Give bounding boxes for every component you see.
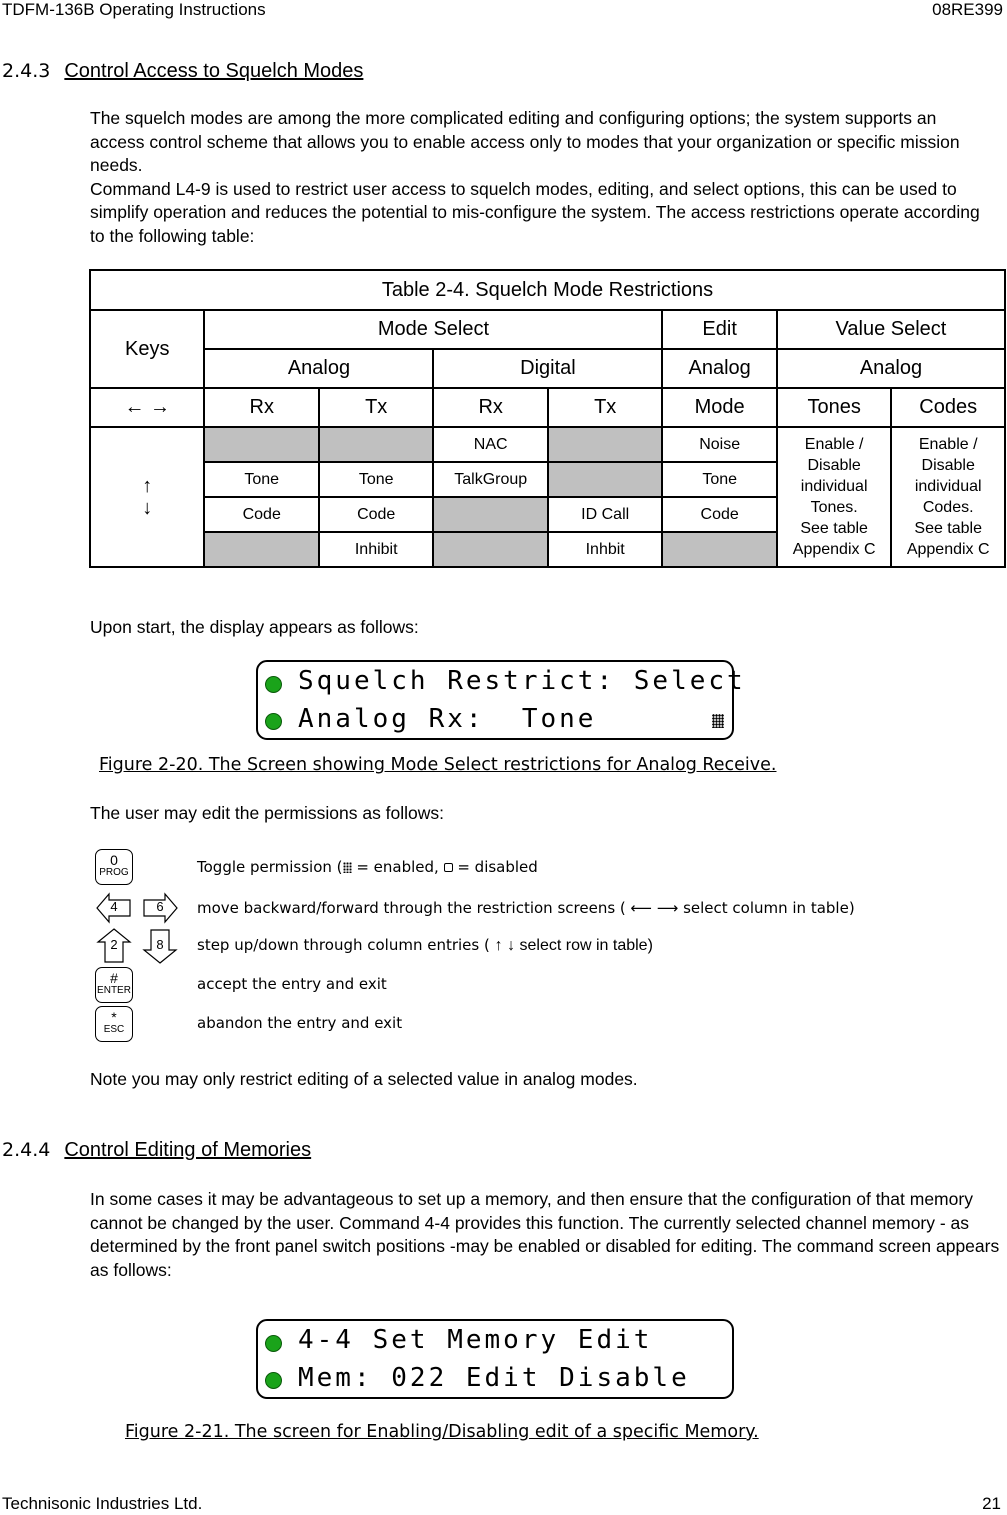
figure-caption-2-20: Figure 2-20. The Screen showing Mode Select restrictions for Analog Receive. [99,755,777,775]
lcd-line-2: Analog Rx: Tone [298,704,597,734]
cell-code: Code [662,497,776,532]
header-edit: Edit [662,310,776,349]
lcd-line-1: Squelch Restrict: Select [298,666,746,696]
memories-paragraph: In some cases it may be advantageous to set up a memory, and then ensure that the configuration of that memory cannot be changed by the user. Command 4-4 provides this function. The currently selected channel memory - as determined by the front panel switch positions -may be enabled or disabled for editing. The command screen appears as follows: [90,1189,1000,1280]
tones-note-line: Disable [807,457,861,474]
up-down-arrows [90,427,204,567]
down-arrow: ↓ [142,497,153,519]
esc-key-icon [95,1006,133,1042]
doc-header-title: TDFM-136B Operating Instructions [2,0,266,19]
header-mode-select: Mode Select [204,310,662,349]
intro-paragraph-1: The squelch modes are among the more complicated editing and configuring options; the system supports an access control scheme that allows you to enable access only to modes that your organization or specific mission needs. [90,108,960,175]
header-value-analog: Analog [777,349,1005,388]
doc-header-id: 08RE399 [932,0,1003,19]
lcd-line-2: Mem: 022 Edit Disable [298,1363,690,1393]
led-indicator-icon [265,1335,282,1352]
page-number: 21 [982,1494,1001,1513]
led-indicator-icon [265,1372,282,1389]
lcd-line-1: 4-4 Set Memory Edit [298,1325,653,1355]
led-indicator-icon [265,676,282,693]
disabled-block-icon [444,863,453,872]
left-arrow-key-icon [95,890,133,926]
enter-key-icon [95,967,133,1003]
cell-empty [548,427,662,462]
header-edit-analog: Analog [662,349,776,388]
step-description [197,936,653,955]
toggle-description [197,858,538,876]
key-sublabel: PROG [99,867,129,878]
desc-text: ↑ ↓ select row in table) [494,937,653,954]
cell-tone: Tone [204,462,318,497]
accept-description: accept the entry and exit [197,975,387,993]
col-digital-rx: Rx [433,388,547,427]
codes-note-line: See table [914,520,982,537]
header-keys: Keys [90,310,204,388]
section-title: Control Access to Squelch Modes [64,60,364,82]
cell-empty [548,462,662,497]
desc-text: = disabled [452,858,538,876]
codes-note-line: individual [914,478,982,495]
tones-note [777,427,891,567]
desc-text: = enabled, [351,858,444,876]
col-analog-tx: Tx [319,388,433,427]
down-arrow-key-icon [141,928,179,964]
cell-noise: Noise [662,427,776,462]
col-codes: Codes [891,388,1005,427]
upon-start-text: Upon start, the display appears as follows: [90,617,419,637]
abandon-description: abandon the entry and exit [197,1014,403,1032]
codes-note-line: Codes. [922,499,974,516]
codes-note-line: Appendix C [906,541,990,558]
key-label: 4 [110,899,118,914]
lcd-display-memory [256,1319,734,1399]
tones-note-line: See table [800,520,868,537]
tones-note-line: Appendix C [792,541,876,558]
desc-text: Toggle permission ( [197,858,343,876]
cell-tone: Tone [662,462,776,497]
col-tones: Tones [777,388,891,427]
move-description: move backward/forward through the restriction screens ( ⟵ ⟶ select column in table) [197,899,855,917]
col-mode: Mode [662,388,776,427]
cell-empty [204,532,318,567]
key-label: 6 [156,899,164,914]
section-number: 2.4.3 [2,60,51,82]
lcd-display-squelch [256,660,746,740]
col-analog-rx: Rx [204,388,318,427]
cell-empty [204,427,318,462]
key-label: 0 [110,852,118,868]
figure-caption-2-21: Figure 2-21. The screen for Enabling/Disabling edit of a specific Memory. [125,1422,759,1442]
intro-paragraph-2: Command L4-9 is used to restrict user access to squelch modes, editing, and select options, this can be used to simplify operation and reduces the potential to mis-configure the system. The access restrictions operate according to the following table: [90,178,980,246]
cell-code: Code [204,497,318,532]
enabled-block-icon [343,862,352,873]
key-sublabel: ENTER [97,985,131,996]
right-arrow-key-icon [141,890,179,926]
cell-inhbit: Inhbit [548,532,662,567]
doc-footer-company: Technisonic Industries Ltd. [2,1494,203,1513]
left-right-arrows: ← → [90,388,204,427]
cell-talkgroup: TalkGroup [433,462,547,497]
cell-nac: NAC [433,427,547,462]
codes-note [891,427,1005,567]
tones-note-line: Tones. [810,499,858,516]
key-label: * [111,1009,117,1025]
cell-empty [433,497,547,532]
cell-inhibit: Inhibit [319,532,433,567]
cell-tone: Tone [319,462,433,497]
tones-note-line: individual [800,478,868,495]
enabled-block-icon [712,714,724,728]
key-label: # [110,970,118,986]
led-indicator-icon [265,713,282,730]
prog-key-icon [95,849,133,885]
cell-id-call: ID Call [548,497,662,532]
header-analog: Analog [204,349,433,388]
key-sublabel: ESC [103,1024,125,1035]
col-digital-tx: Tx [548,388,662,427]
section-number: 2.4.4 [2,1139,51,1161]
analog-note: Note you may only restrict editing of a selected value in analog modes. [90,1069,638,1089]
codes-note-line: Enable / [918,436,978,453]
key-label: 2 [110,937,118,952]
tones-note-line: Enable / [804,436,864,453]
cell-empty [662,532,776,567]
cell-code: Code [319,497,433,532]
section-title: Control Editing of Memories [64,1139,312,1161]
table-caption: Table 2-4. Squelch Mode Restrictions [90,270,1005,310]
section-heading-243 [2,60,363,83]
key-label: 8 [156,937,164,952]
desc-text: step up/down through column entries ( [197,936,495,954]
user-edit-text: The user may edit the permissions as follows: [90,803,445,823]
squelch-restrictions-table [89,269,1006,568]
up-arrow: ↑ [142,475,153,497]
cell-empty [433,532,547,567]
intro-paragraphs [90,107,995,248]
section-heading-244 [2,1139,311,1162]
header-digital: Digital [433,349,662,388]
up-arrow-key-icon [95,928,133,964]
header-value-select: Value Select [777,310,1005,349]
cell-empty [319,427,433,462]
codes-note-line: Disable [921,457,975,474]
